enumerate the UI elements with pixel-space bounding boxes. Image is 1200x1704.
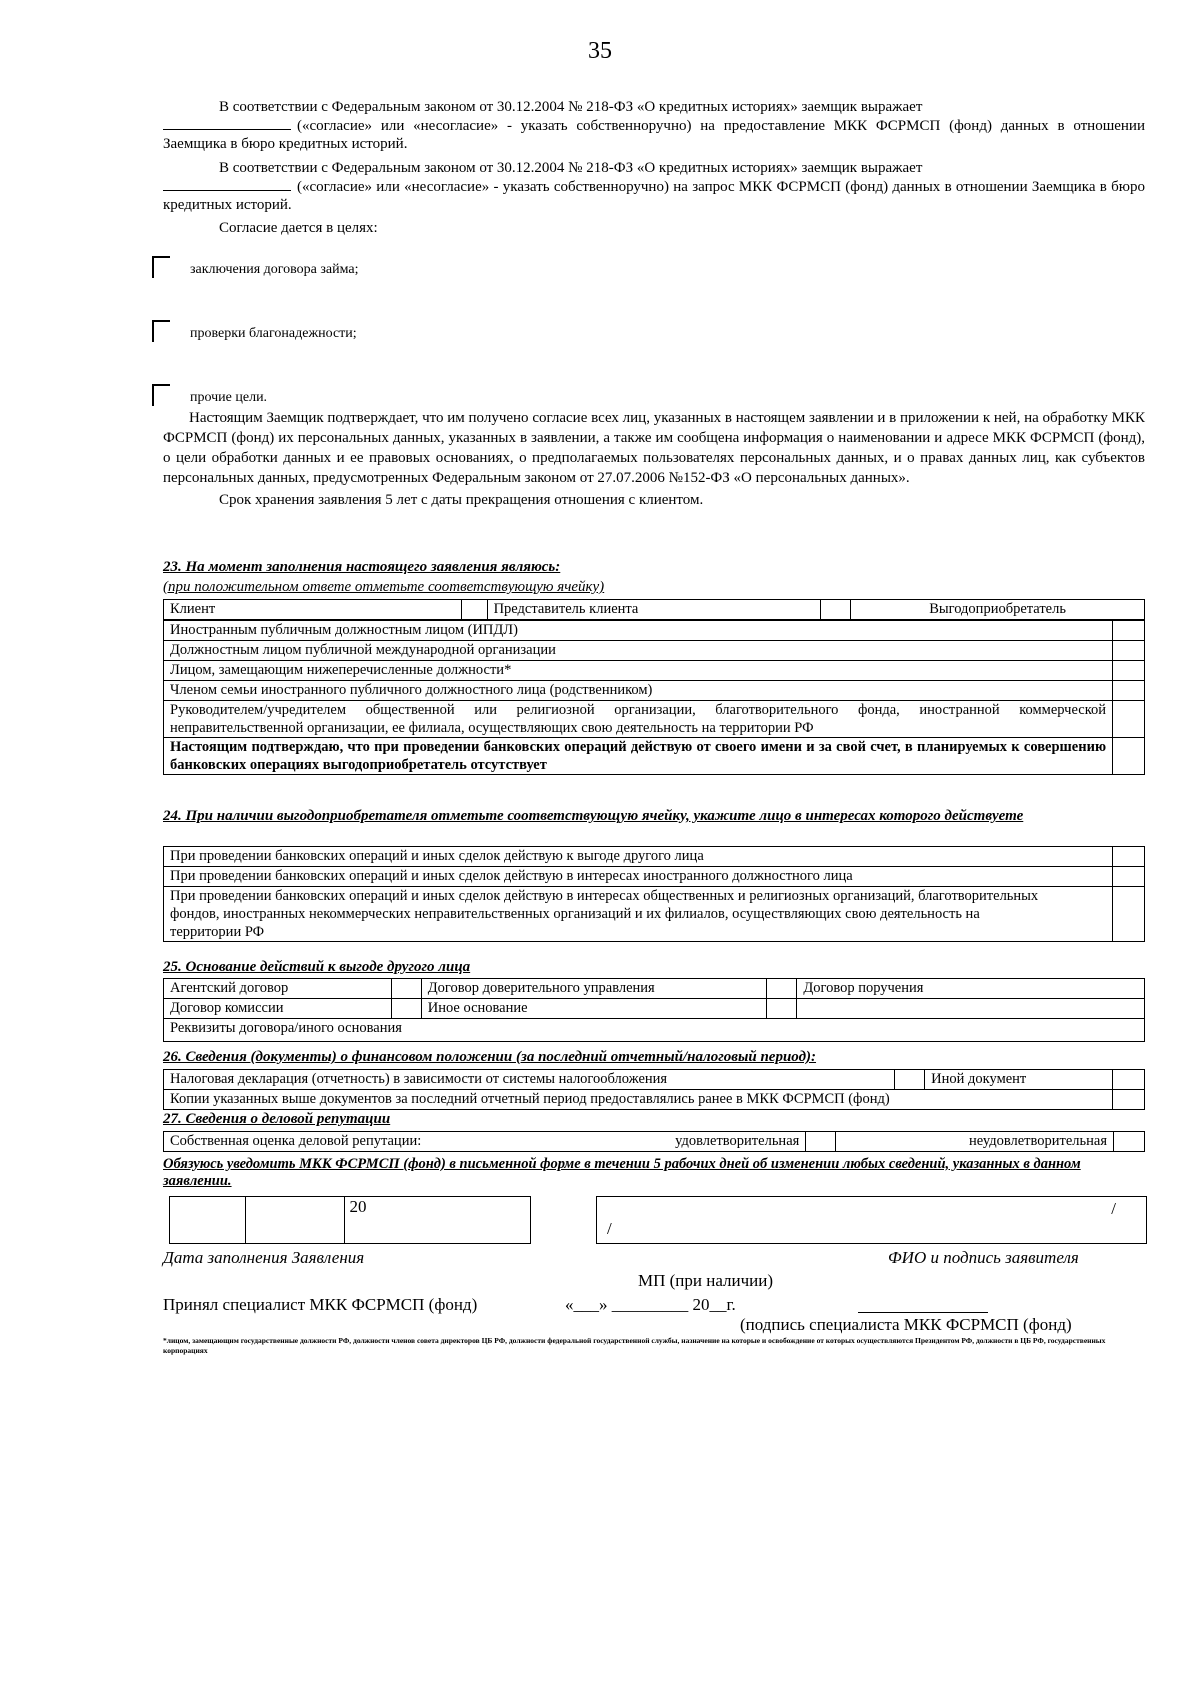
- reputation-bad-checkbox[interactable]: [1114, 1132, 1145, 1152]
- section-23-roles-table: [163, 599, 1145, 620]
- fio-slash-right: /: [1111, 1199, 1116, 1218]
- basis-commission-order-label: Договор поручения: [797, 979, 1145, 999]
- role-representative-label: Представитель клиента: [487, 600, 821, 620]
- role-representative-checkbox[interactable]: [821, 600, 851, 620]
- consent-credit-history-request: [163, 159, 1145, 215]
- section-25-table: [163, 978, 1145, 1042]
- beneficiary-organizations-checkbox[interactable]: [1113, 887, 1145, 942]
- basis-other-field[interactable]: [797, 999, 1145, 1019]
- section-27-table: [163, 1131, 1145, 1152]
- status-ipdl: Иностранным публичным должностным лицом (ИПДЛ): [164, 621, 1113, 641]
- consent-p1-blank[interactable]: [163, 117, 291, 130]
- date-day-box[interactable]: [170, 1197, 246, 1244]
- beneficiary-foreign-official-checkbox[interactable]: [1113, 867, 1145, 887]
- reputation-bad-label: неудовлетворительная: [836, 1132, 1114, 1152]
- reputation-good-checkbox[interactable]: [806, 1132, 836, 1152]
- section-25-title: 25. Основание действий к выгоде другого лица: [163, 959, 471, 975]
- reputation-good-label: удовлетворительная: [608, 1132, 806, 1152]
- fio-signature-box[interactable]: [596, 1196, 1147, 1244]
- fio-slash-left: /: [607, 1219, 612, 1238]
- specialist-signature-label: (подпись специалиста МКК ФСРМСП (фонд): [740, 1315, 1072, 1334]
- consent-p2-blank[interactable]: [163, 178, 291, 191]
- status-family-checkbox[interactable]: [1113, 681, 1145, 701]
- consent-credit-history-provide: [163, 98, 1145, 154]
- purpose-reliability-checkbox[interactable]: [152, 320, 170, 342]
- obligation-text: Обязуюсь уведомить МКК ФСРМСП (фонд) в письменной форме в течении 5 рабочих дней об изменении любых сведений, указанных в данном заявлении.: [163, 1156, 1081, 1189]
- date-year-prefix: 20: [349, 1197, 367, 1216]
- reputation-own-label: Собственная оценка деловой репутации:: [164, 1132, 608, 1152]
- beneficiary-organizations: При проведении банковских операций и иных сделок действую в интересах общественных и религиозных организаций, благотворительных фондов, иностранных некоммерческих неправительственных организаций и их филиалов, осуществляющих свою деятельность на территории РФ: [164, 887, 1113, 942]
- fin-other-label: Иной документ: [925, 1070, 1113, 1090]
- confirmation-text: Настоящим Заемщик подтверждает, что им получено согласие всех лиц, указанных в настоящем заявлении и в приложении к ней, на обработку МКК ФСРМСП (фонд) их персональных данных, указанных в заявлении, а также им сообщена информация о наименовании и адресе МКК ФСРМСП (фонд), о цели обработки данных и ее правовых основаниях, о предполагаемых пользователях персональных данных, и о правах данных лиц, как субъектов персональных данных, предусмотренных Федеральным законом от 27.07.2006 №152-ФЗ «О персональных данных».: [163, 410, 1145, 486]
- date-boxes: [169, 1196, 531, 1244]
- section-23-status-table: [163, 620, 1145, 775]
- section-23-note: (при положительном ответе отметьте соответствующую ячейку): [163, 579, 605, 595]
- consent-p1-lead: В соответствии с Федеральным законом от 30.12.2004 № 218-ФЗ «О кредитных историях» заемщик выражает: [219, 99, 923, 115]
- purpose-other-checkbox[interactable]: [152, 384, 170, 406]
- status-intl-org: Должностным лицом публичной международной организации: [164, 641, 1113, 661]
- purpose-reliability-label: проверки благонадежности;: [190, 326, 357, 341]
- section-24-title: [163, 808, 1145, 825]
- date-month-box[interactable]: [245, 1197, 345, 1244]
- status-positions: Лицом, замещающим нижеперечисленные должности*: [164, 661, 1113, 681]
- consent-p2-rest: («согласие» или «несогласие» - указать собственноручно) на запрос МКК ФСРМСП (фонд) данных в отношении Заемщика в бюро кредитных историй.: [163, 178, 1145, 213]
- fin-copies-label: Копии указанных выше документов за последний отчетный период предоставлялись ранее в МКК ФСРМСП (фонд): [164, 1090, 1113, 1110]
- status-org-head: Руководителем/учредителем общественной или религиозной организации, благотворительного фонда, иностранной коммерческой неправительственной организации, ее филиала, осуществляющих свою деятельность на территории РФ: [164, 701, 1113, 738]
- date-label: Дата заполнения Заявления: [163, 1248, 365, 1267]
- date-year-box[interactable]: [345, 1197, 531, 1244]
- fin-other-checkbox[interactable]: [1113, 1070, 1145, 1090]
- retention-text: Срок хранения заявления 5 лет с даты прекращения отношения с клиентом.: [219, 492, 704, 508]
- specialist-signature-line[interactable]: [858, 1312, 988, 1313]
- basis-other-checkbox[interactable]: [767, 999, 797, 1019]
- status-positions-checkbox[interactable]: [1113, 661, 1145, 681]
- stamp-label: МП (при наличии): [638, 1271, 774, 1290]
- section-27-title: 27. Сведения о деловой репутации: [163, 1111, 391, 1127]
- basis-requisites[interactable]: Реквизиты договора/иного основания: [164, 1019, 1145, 1042]
- beneficiary-foreign-official: При проведении банковских операций и иных сделок действую в интересах иностранного должностного лица: [164, 867, 1113, 887]
- purpose-loan-checkbox[interactable]: [152, 256, 170, 278]
- status-family: Членом семьи иностранного публичного должностного лица (родственником): [164, 681, 1113, 701]
- status-own-behalf: Настоящим подтверждаю, что при проведении банковских операций действую от своего имени и за свой счет, в планируемых к совершению банковских операциях выгодоприобретатель отсутствует: [164, 738, 1113, 775]
- status-org-head-checkbox[interactable]: [1113, 701, 1145, 738]
- basis-commission-label: Договор комиссии: [164, 999, 392, 1019]
- purpose-loan-label: заключения договора займа;: [190, 262, 359, 277]
- section-24-title-text: 24. При наличии выгодоприобретателя отметьте соответствующую ячейку, укажите лицо в интересах которого действуете: [163, 808, 1024, 824]
- accepted-label: Принял специалист МКК ФСРМСП (фонд): [163, 1295, 478, 1314]
- basis-agency-checkbox[interactable]: [391, 979, 421, 999]
- section-26-title: 26. Сведения (документы) о финансовом положении (за последний отчетный/налоговый период):: [163, 1049, 817, 1065]
- beneficiary-other-person-checkbox[interactable]: [1113, 847, 1145, 867]
- basis-trust-label: Договор доверительного управления: [421, 979, 767, 999]
- footnote: *лицом, замещающим государственные должности РФ, должности членов совета директоров ЦБ РФ, должности федеральной государственной службы, назначение на которые и освобождение от которых осуществляются Президентом РФ, должности в ЦБ РФ, государственных корпорациях: [163, 1336, 1106, 1355]
- fin-copies-checkbox[interactable]: [1113, 1090, 1145, 1110]
- basis-trust-checkbox[interactable]: [767, 979, 797, 999]
- fin-tax-checkbox[interactable]: [895, 1070, 925, 1090]
- status-ipdl-checkbox[interactable]: [1113, 621, 1145, 641]
- status-own-behalf-checkbox[interactable]: [1113, 738, 1145, 775]
- role-beneficiary-label: Выгодоприобретатель: [851, 600, 1145, 620]
- fin-tax-label: Налоговая декларация (отчетность) в зависимости от системы налогообложения: [164, 1070, 895, 1090]
- purposes-intro: Согласие дается в целях:: [219, 220, 378, 236]
- role-client-label: Клиент: [164, 600, 462, 620]
- basis-commission-checkbox[interactable]: [391, 999, 421, 1019]
- status-intl-org-checkbox[interactable]: [1113, 641, 1145, 661]
- role-client-checkbox[interactable]: [461, 600, 487, 620]
- fio-label: ФИО и подпись заявителя: [888, 1248, 1079, 1267]
- section-24-table: [163, 846, 1145, 942]
- basis-agency-label: Агентский договор: [164, 979, 392, 999]
- accepted-date-field[interactable]: «___» _________ 20__г.: [565, 1295, 736, 1314]
- consent-p2-lead: В соответствии с Федеральным законом от 30.12.2004 № 218-ФЗ «О кредитных историях» заемщик выражает: [219, 160, 923, 176]
- consent-p1-rest: («согласие» или «несогласие» - указать собственноручно) на предоставление МКК ФСРМСП (фонд) данных в отношении Заемщика в бюро кредитных историй.: [163, 117, 1145, 152]
- page-number: 35: [588, 38, 612, 64]
- purpose-other-label: прочие цели.: [190, 390, 268, 405]
- beneficiary-other-person: При проведении банковских операций и иных сделок действую к выгоде другого лица: [164, 847, 1113, 867]
- section-23-title: 23. На момент заполнения настоящего заявления являюсь:: [163, 559, 561, 575]
- basis-other-label: Иное основание: [421, 999, 767, 1019]
- section-26-table: [163, 1069, 1145, 1110]
- personal-data-confirmation: [163, 408, 1145, 510]
